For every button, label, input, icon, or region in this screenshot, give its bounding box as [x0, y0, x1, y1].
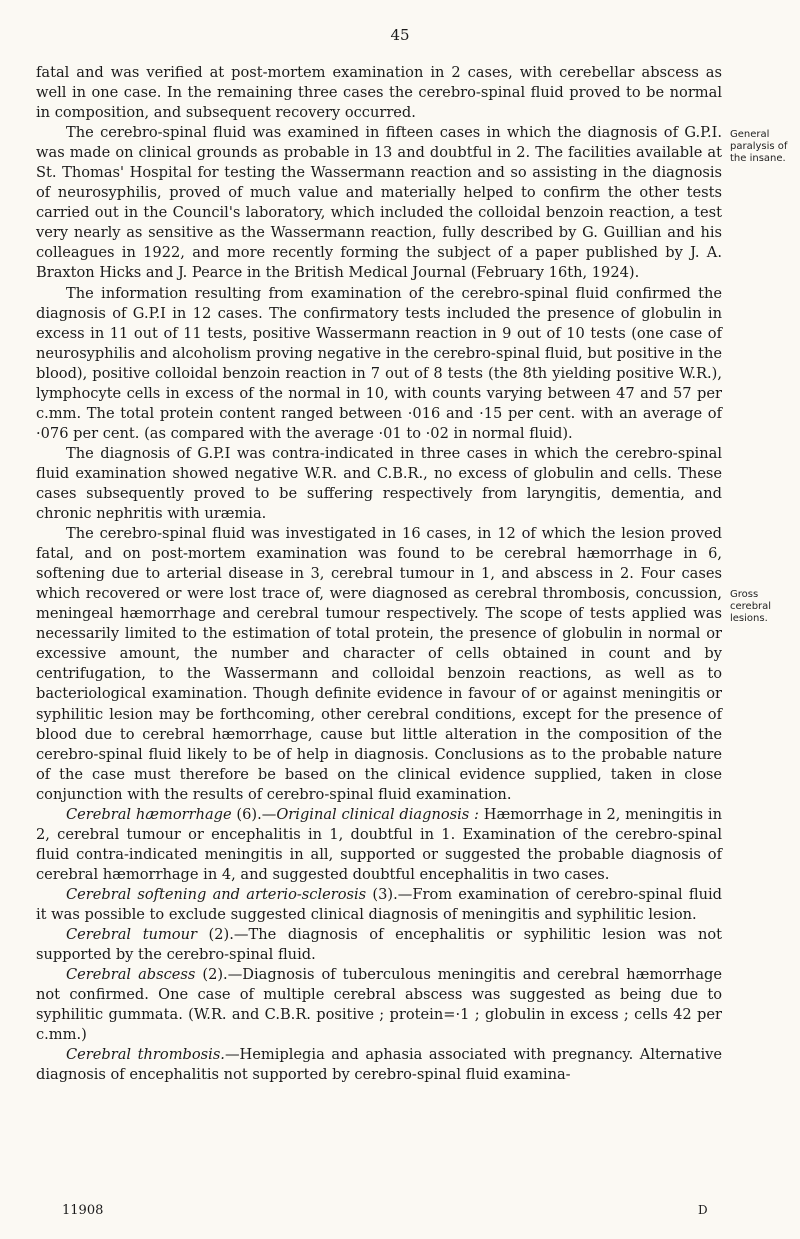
- text-cerebral-haemorrhage: Hæmorrhage in 2, meningitis in 2, cerebral tumour or encephalitis in 1, doubtful in 1. Examination of the cerebro-spinal fluid contra-indicated meningitis in all, supported or suggested the probable diagnosis of cerebral hæmorrhage in 4, and suggested doubtful encephalitis in two cases.: [36, 805, 723, 883]
- body-text: [36, 63, 722, 1085]
- print-code: 11908: [62, 1203, 104, 1218]
- paragraph-gpi-confirmed: The information resulting from examination of the cerebro-spinal fluid confirmed the diagnosis of G.P.I in 12 cases. The confirmatory tests included the presence of globulin in excess in 11 out of 11 tests, positive Wassermann reaction in 9 out of 10 tests (one case of neurosyphilis and alcoholism proving negative in the cerebro-spinal fluid, but positive in the blood), positive colloidal benzoin reaction in 7 out of 8 tests (the 8th yielding positive W.R.), lymphocyte cells in excess of the normal in 10, with counts varying between 47 and 57 per c.mm. The total protein content ranged between ·016 and ·15 per cent. with an average of ·076 per cent. (as compared with the average ·01 to ·02 in normal fluid).: [36, 284, 722, 442]
- paragraph-cerebral-haemorrhage: [36, 805, 722, 885]
- heading-cerebral-abscess: Cerebral abscess: [66, 966, 196, 984]
- paragraph-cerebral-abscess: [36, 965, 722, 1045]
- paragraph-cerebral-softening: [36, 885, 722, 925]
- paragraph-gpi-contraindicated: The diagnosis of G.P.I was contra-indicated in three cases in which the cerebro-spinal fluid examination showed negative W.R. and C.B.R., no excess of globulin and cells. These cases subsequently proved to be suffering respectively from laryngitis, dementia, and chronic nephritis with uræmia.: [36, 444, 722, 523]
- heading-cerebral-softening: Cerebral softening and arterio-sclerosis: [66, 885, 367, 903]
- paragraph-continuation: fatal and was verified at post-mortem examination in 2 cases, with cerebellar abscess as well in one case. In the remaining three cases the cerebro-spinal fluid proved to be normal in composition, and subsequent recovery occurred.: [36, 64, 722, 122]
- text-cerebral-softening: (3).—From examination of cerebro-spinal fluid it was possible to exclude suggested clinical diagnosis of meningitis and syphilitic lesion.: [36, 885, 722, 923]
- page-number: 45: [390, 26, 410, 44]
- margin-note-general-paralysis: General paralysis of the insane.: [730, 129, 788, 164]
- signature-mark: D: [698, 1203, 708, 1217]
- paragraph-cerebral-tumour: [36, 925, 722, 965]
- text-cerebral-tumour: (2).—The diagnosis of encephalitis or syphilitic lesion was not supported by the cerebro-spinal fluid.: [36, 926, 722, 964]
- paragraph-gross-lesions: The cerebro-spinal fluid was investigated in 16 cases, in 12 of which the lesion proved fatal, and on post-mortem examination was found to be cerebral hæmorrhage in 6, softening due to arterial disease in 3, cerebral tumour in 1, and abscess in 2. Four cases which recovered or were lost trace of, were diagnosed as cerebral thrombosis, concussion, meningeal hæmorrhage and cerebral tumour respectively. The scope of tests applied was necessarily limited to the estimation of total protein, the presence of globulin in normal or excessive amount, the number and character of cells obtained in count and by centrifugation, to the Wassermann and colloidal benzoin reactions, as well as to bacteriological examination. Though definite evidence in favour of or against meningitis or syphilitic lesion may be forthcoming, other cerebral conditions, except for the presence of blood due to cerebral hæmorrhage, cause but little alteration in the composition of the cerebro-spinal fluid likely to be of help in diagnosis. Conclusions as to the probable nature of the case must therefore be based on the clinical evidence supplied, taken in close conjunction with the results of cerebro-spinal fluid examination.: [36, 525, 722, 803]
- text-cerebral-thrombosis: —Hemiplegia and aphasia associated with pregnancy. Alternative diagnosis of encephalitis not supported by cerebro-spinal fluid examina-: [36, 1046, 722, 1084]
- heading-cerebral-haemorrhage: Cerebral hæmorrhage: [66, 805, 232, 823]
- paragraph-gpi-examination: The cerebro-spinal fluid was examined in fifteen cases in which the diagnosis of G.P.I. was made on clinical grounds as probable in 13 and doubtful in 2. The facilities available at St. Thomas' Hospital for testing the Wassermann reaction and so assisting in the diagnosis of neurosyphilis, proved of much value and materially helped to confirm the other tests carried out in the Council's laboratory, which included the colloidal benzoin reaction, a test very nearly as sensitive as the Wassermann reaction, fully described by G. Guillian and his colleagues in 1922, and more recently forming the subject of a paper published by J. A. Braxton Hicks and J. Pearce in the British Medical Journal (February 16th, 1924).: [36, 124, 722, 282]
- paragraph-cerebral-thrombosis: [36, 1045, 722, 1085]
- heading-cerebral-tumour: Cerebral tumour: [66, 926, 197, 944]
- heading-cerebral-thrombosis: Cerebral thrombosis.: [66, 1046, 225, 1064]
- margin-note-gross-cerebral-lesions: Gross cerebral lesions.: [730, 589, 772, 624]
- count-cerebral-haemorrhage: (6).—: [231, 805, 277, 823]
- text-cerebral-abscess: (2).—Diagnosis of tuberculous meningitis and cerebral hæmorrhage not confirmed. One case of multiple cerebral abscess was suggested as being due to syphilitic gummata. (W.R. and C.B.R. positive ; protein=·1 ; globulin in excess ; cells 42 per c.mm.): [36, 966, 723, 1044]
- subheading-original-diagnosis: Original clinical diagnosis :: [276, 805, 479, 823]
